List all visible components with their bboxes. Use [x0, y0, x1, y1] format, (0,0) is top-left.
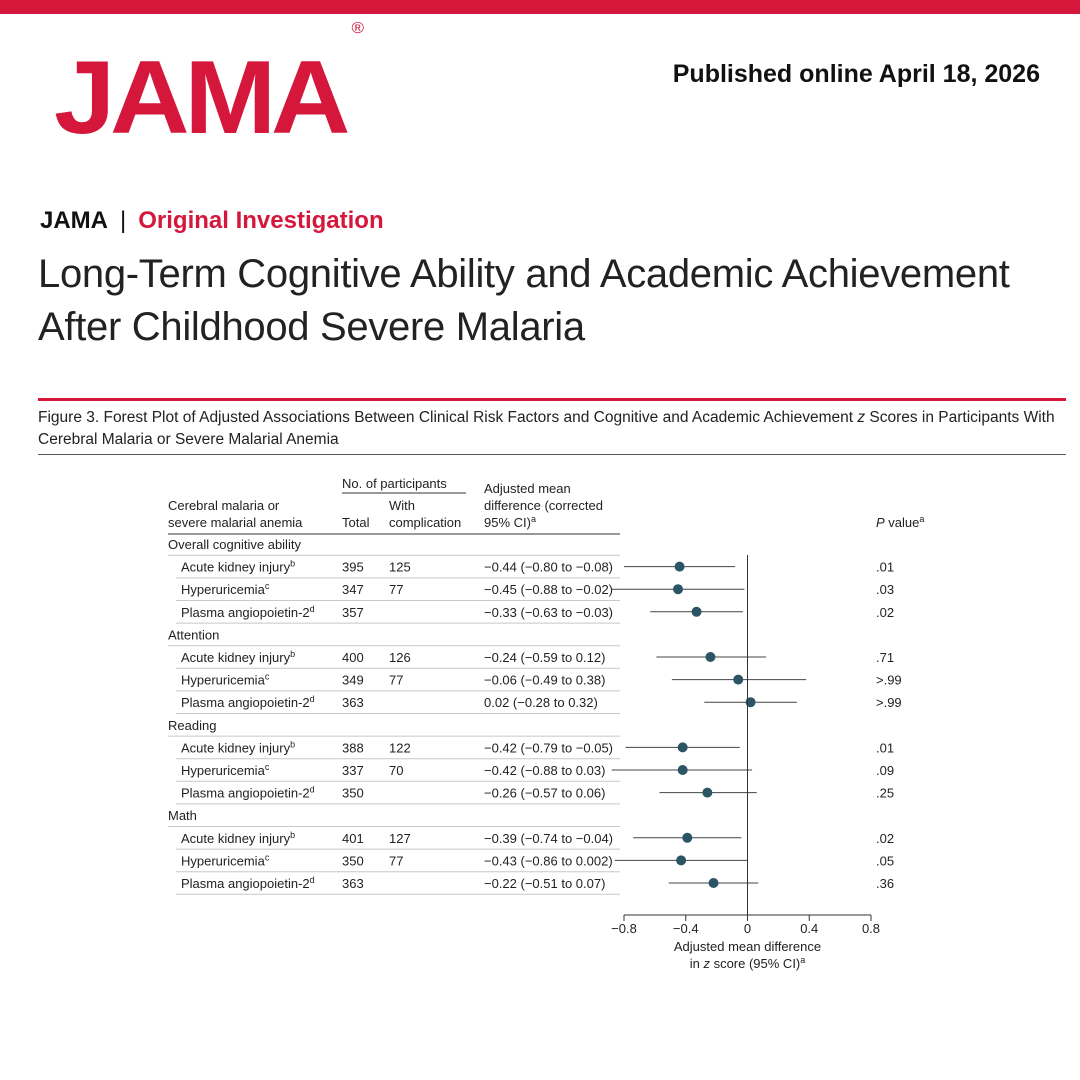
row-pvalue: .02: [876, 604, 895, 620]
row-label: Plasma angiopoietin-2$^d$: [181, 694, 315, 711]
row-label: Plasma angiopoietin-2$^d$: [181, 784, 315, 801]
row-estimate: −0.44 (−0.80 to −0.08): [484, 559, 614, 575]
row-label: Plasma angiopoietin-2$^d$: [181, 875, 315, 891]
article-title: Long-Term Cognitive Ability and Academic Achievement After Childhood Severe Malaria: [38, 252, 1010, 349]
group-label-2: Reading: [168, 717, 217, 733]
pvalue-header: P value$^a$: [876, 514, 925, 530]
publication-date: Published online April 18, 2026: [672, 60, 1040, 88]
row-estimate: −0.24 (−0.59 to 0.12): [484, 650, 606, 665]
separator: |: [120, 207, 127, 234]
row-estimate: −0.26 (−0.57 to 0.06): [484, 785, 606, 801]
row-with-complication: 126: [389, 650, 411, 665]
row-pvalue: .05: [876, 853, 895, 869]
row-with-complication: 127: [389, 830, 411, 846]
x-tick-label: 0: [743, 921, 752, 936]
jama-logo: JAMA®: [54, 20, 365, 156]
point-estimate: [733, 675, 743, 685]
with-complication-header-line2: complication: [389, 515, 462, 530]
row-total: 400: [342, 650, 364, 665]
point-estimate: [676, 855, 686, 865]
row-label: Hyperuricemia$^c$: [181, 762, 270, 778]
row-with-complication: 77: [389, 582, 404, 598]
point-estimate: [705, 652, 715, 662]
section-label: Original Investigation: [138, 207, 384, 234]
row-label: Hyperuricemia$^c$: [181, 852, 270, 869]
row-estimate: −0.22 (−0.51 to 0.07): [484, 876, 606, 891]
row-label: Hyperuricemia$^c$: [181, 581, 270, 598]
participants-header: No. of participants: [342, 476, 447, 491]
x-tick-label: 0.8: [861, 921, 881, 936]
total-header: Total: [342, 515, 370, 530]
x-tick-label: −0.4: [672, 921, 699, 936]
journal-name: JAMA: [40, 207, 109, 234]
row-label: Acute kidney injury$^b$: [181, 649, 296, 665]
row-pvalue: .02: [876, 830, 895, 846]
x-axis-label-line2: in z score (95% CI)$^a$: [689, 955, 806, 971]
row-total: 401: [342, 830, 364, 846]
registered-mark: ®: [351, 20, 365, 38]
row-total: 388: [342, 740, 364, 756]
x-tick-label: 0.4: [800, 921, 819, 936]
row-with-complication: 77: [389, 672, 404, 688]
row-total: 349: [342, 672, 364, 688]
row-pvalue: .36: [876, 876, 895, 891]
row-total: 337: [342, 763, 364, 778]
row-estimate: −0.42 (−0.88 to 0.03): [484, 763, 606, 778]
row-label: Acute kidney injury$^b$: [181, 739, 296, 756]
row-with-complication: 70: [389, 763, 404, 778]
row-total: 350: [342, 853, 364, 869]
row-estimate: −0.43 (−0.86 to 0.002): [484, 853, 613, 869]
row-total: 363: [342, 695, 364, 711]
row-estimate: 0.02 (−0.28 to 0.32): [484, 695, 598, 711]
row-estimate: −0.39 (−0.74 to −0.04): [484, 830, 614, 846]
row-estimate: −0.45 (−0.88 to −0.02): [484, 582, 614, 598]
row-with-complication: 125: [389, 559, 411, 575]
row-pvalue: .01: [876, 559, 895, 575]
row-pvalue: .09: [876, 763, 895, 778]
group-label-3: Math: [168, 808, 197, 824]
row-total: 350: [342, 785, 364, 801]
point-estimate: [682, 833, 692, 843]
estimate-header-line2: difference (corrected: [484, 498, 603, 513]
point-estimate: [692, 607, 702, 617]
row-label: Plasma angiopoietin-2$^d$: [181, 603, 315, 620]
point-estimate: [709, 878, 719, 888]
row-estimate: −0.42 (−0.79 to −0.05): [484, 740, 614, 756]
point-estimate: [675, 562, 685, 572]
row-total: 395: [342, 559, 364, 575]
point-estimate: [678, 765, 688, 775]
row-pvalue: .01: [876, 740, 895, 756]
row-pvalue: .25: [876, 785, 895, 801]
group-label-0: Overall cognitive ability: [168, 537, 301, 552]
figure-caption: Figure 3. Forest Plot of Adjusted Associations Between Clinical Risk Factors and Cognitive and Academic Achievement z Scores in Participants With Cerebral Malaria or Severe Malarial Anemia: [38, 409, 1055, 448]
x-tick-label: −0.8: [611, 921, 637, 936]
x-axis-label-line1: Adjusted mean difference: [673, 939, 822, 954]
row-label: Hyperuricemia$^c$: [181, 671, 270, 688]
estimate-header-line3: 95% CI)$^a$: [484, 514, 536, 530]
group-header-line1: Cerebral malaria or: [168, 498, 280, 513]
row-total: 347: [342, 582, 364, 598]
estimate-header-line1: Adjusted mean: [484, 481, 571, 496]
group-header-line2: severe malarial anemia: [168, 515, 303, 530]
row-estimate: −0.33 (−0.63 to −0.03): [484, 604, 614, 620]
row-label: Acute kidney injury$^b$: [181, 558, 296, 575]
row-with-complication: 77: [389, 853, 404, 869]
point-estimate: [702, 788, 712, 798]
with-complication-header-line1: With: [389, 498, 415, 513]
row-estimate: −0.06 (−0.49 to 0.38): [484, 672, 606, 688]
row-pvalue: .71: [876, 650, 895, 665]
group-label-1: Attention: [168, 627, 220, 643]
row-label: Acute kidney injury$^b$: [181, 829, 296, 846]
row-total: 363: [342, 876, 364, 891]
row-total: 357: [342, 604, 364, 620]
row-pvalue: >.99: [876, 672, 902, 688]
row-pvalue: >.99: [876, 695, 902, 711]
row-pvalue: .03: [876, 582, 895, 598]
point-estimate: [678, 742, 688, 752]
row-with-complication: 122: [389, 740, 411, 756]
point-estimate: [673, 584, 683, 594]
